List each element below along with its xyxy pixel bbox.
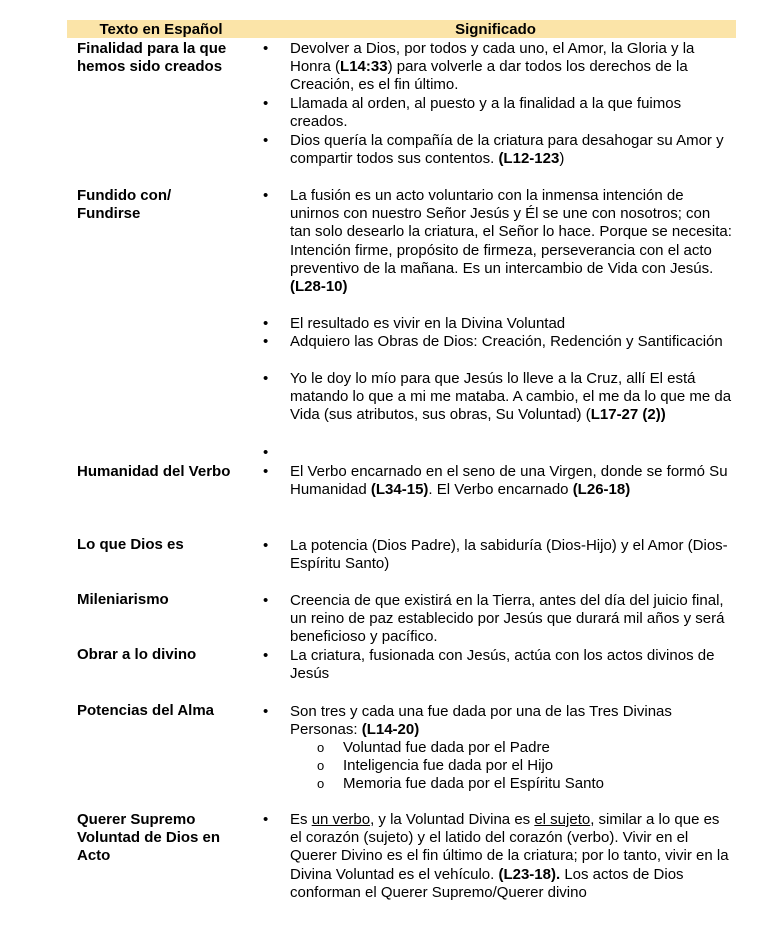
list-item: • Adquiero las Obras de Dios: Creación, Redención y Santificación	[263, 333, 723, 350]
term: Fundido con/ Fundirse	[77, 187, 172, 223]
list-item: • El resultado es vivir en la Divina Voluntad	[263, 315, 566, 332]
term: Humanidad del Verbo	[77, 463, 231, 480]
list-item: • Llamada al orden, al puesto y a la finalidad a la que fuimos creados.	[263, 95, 682, 131]
header-term: Texto en Español	[99, 21, 223, 38]
list-item: • Dios quería la compañía de la criatura para desahogar su Amor y compartir todos sus contentos. (L12-123)	[263, 132, 724, 168]
list-item: • Creencia de que existirá en la Tierra, antes del día del juicio final, un reino de paz establecido por Jesús que durará mil años y será beneficioso y pacífico.	[263, 592, 725, 646]
term: Obrar a lo divino	[77, 646, 197, 663]
list-item: • El Verbo encarnado en el seno de una Virgen, donde se formó Su Humanidad (L34-15). El Verbo encarnado (L26-18)	[263, 463, 728, 499]
list-item: • Yo le doy lo mío para que Jesús lo lleve a la Cruz, allí El está matando lo que a mi me mataba. A cambio, el me da lo que me da Vida (sus atributos, sus obras, Su Voluntad) (L17-27 (2))	[263, 370, 732, 424]
list-item: • La fusión es un acto voluntario con la inmensa intención de unirnos con nuestro Señor Jesús y Él se une con nosotros; con tan solo desearlo la criatura, el Señor lo hace. Porque se necesita: Intención firme, propósito de firmeza, perseverancia con el acto preventivo de la mañana. Es un intercambio de Vida con Jesús. (L28-10)	[263, 187, 732, 296]
term: Mileniarismo	[77, 591, 169, 608]
list-item: • Devolver a Dios, por todos y cada uno, el Amor, la Gloria y la Honra (L14:33) para volverle a dar todos los derechos de la Creación, es el fin último.	[263, 40, 695, 94]
term: Potencias del Alma	[77, 702, 214, 719]
sub-list-item: o Voluntad fue dada por el Padre	[317, 739, 550, 756]
list-item: • La potencia (Dios Padre), la sabiduría (Dios-Hijo) y el Amor (Dios-Espíritu Santo)	[263, 537, 728, 573]
term: Finalidad para la que hemos sido creados	[77, 40, 227, 76]
term: Querer Supremo Voluntad de Dios en Acto	[77, 811, 221, 865]
sub-list-item: o Memoria fue dada por el Espíritu Santo	[317, 775, 604, 792]
list-item: • Son tres y cada una fue dada por una de las Tres Divinas Personas: (L14-20)	[263, 703, 672, 739]
list-item: • La criatura, fusionada con Jesús, actúa con los actos divinos de Jesús	[263, 647, 715, 683]
list-item: • Es un verbo, y la Voluntad Divina es el sujeto, similar a lo que es el corazón (sujeto) y el latido del corazón (verbo). Vivir en el Querer Divino es el fin último de la criatura; por lo tanto, vivir en la Divina Voluntad es el vehículo. (L23-18). Los actos de Dios conforman el Querer Supremo/Querer divino	[263, 811, 729, 901]
term: Lo que Dios es	[77, 536, 184, 553]
table-header	[67, 20, 736, 38]
header-meaning: Significado	[455, 21, 536, 38]
sub-list-item: o Inteligencia fue dada por el Hijo	[317, 757, 554, 774]
